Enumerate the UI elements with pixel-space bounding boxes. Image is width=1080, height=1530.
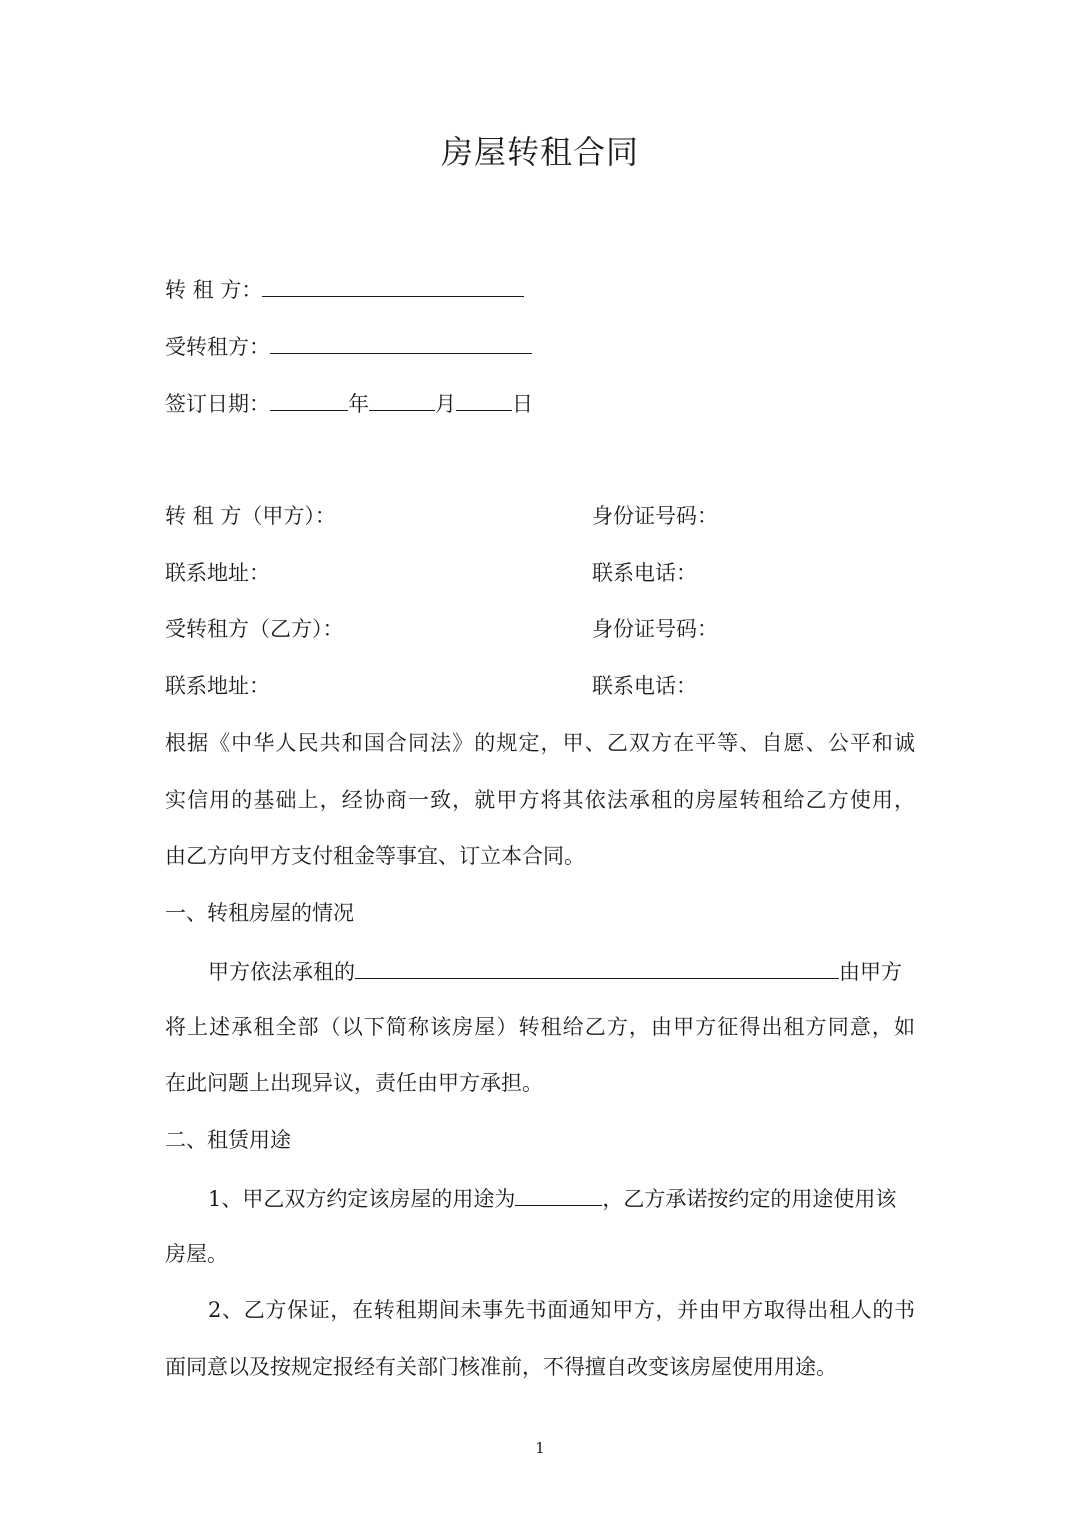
party-b-address-label: 联系地址： [165, 674, 270, 698]
party-b-phone-label: 联系电话： [592, 674, 697, 698]
signing-date-label: 签订日期： [165, 392, 270, 416]
preamble-line-3: 由乙方向甲方支付租金等事宜、订立本合同。 [165, 844, 585, 868]
party-b-label: 受转租方（乙方）： [165, 617, 344, 641]
section-1-line-1-end: 由甲方 [839, 960, 902, 984]
section-1-line-1-start: 甲方依法承租的 [208, 960, 355, 984]
party-b-id-label: 身份证号码： [592, 617, 718, 641]
preamble-line-2: 实信用的基础上，经协商一致，就甲方将其依法承租的房屋转租给乙方使用， [165, 788, 915, 812]
sublessor-field [165, 272, 524, 306]
party-a-address-label: 联系地址： [165, 561, 270, 585]
section-1-heading: 一、转租房屋的情况 [165, 901, 354, 925]
sublessee-label: 受转租方： [165, 335, 270, 359]
sublessor-blank[interactable] [262, 272, 524, 297]
section-2-item-1-line-2: 房屋。 [165, 1242, 228, 1266]
section-2-item-1-end: ，乙方承诺按约定的用途使用该 [602, 1187, 897, 1211]
day-blank[interactable] [456, 386, 512, 411]
leased-property-blank[interactable] [355, 954, 839, 979]
sublessor-label: 转 租 方： [165, 278, 263, 302]
page-number: 1 [535, 1439, 545, 1457]
month-blank[interactable] [369, 386, 435, 411]
sublessee-field [165, 329, 532, 363]
section-1-line-2: 将上述承租全部（以下简称该房屋）转租给乙方，由甲方征得出租方同意，如 [165, 1015, 915, 1039]
day-label: 日 [512, 392, 533, 416]
preamble-line-1: 根据《中华人民共和国合同法》的规定，甲、乙双方在平等、自愿、公平和诚 [165, 731, 915, 755]
sublessee-blank[interactable] [270, 329, 532, 354]
year-blank[interactable] [270, 386, 348, 411]
usage-purpose-blank[interactable] [515, 1181, 602, 1206]
section-1-line-3: 在此问题上出现异议，责任由甲方承担。 [165, 1071, 543, 1095]
party-a-id-label: 身份证号码： [592, 504, 718, 528]
section-2-item-1-line-1 [165, 1181, 915, 1215]
signing-date-field [165, 386, 533, 420]
section-1-line-1 [165, 954, 915, 988]
section-2-item-2-line-2: 面同意以及按规定报经有关部门核准前，不得擅自改变该房屋使用用途。 [165, 1355, 837, 1379]
document-title: 房屋转租合同 [440, 133, 639, 171]
party-a-label: 转 租 方（甲方）： [165, 504, 336, 528]
section-2-item-2-line-1: 2、乙方保证，在转租期间未事先书面通知甲方，并由甲方取得出租人的书 [208, 1298, 915, 1322]
year-label: 年 [348, 392, 369, 416]
section-2-item-1-start: 1、甲乙双方约定该房屋的用途为 [208, 1187, 516, 1211]
party-a-phone-label: 联系电话： [592, 561, 697, 585]
month-label: 月 [435, 392, 456, 416]
section-2-heading: 二、租赁用途 [165, 1128, 291, 1152]
